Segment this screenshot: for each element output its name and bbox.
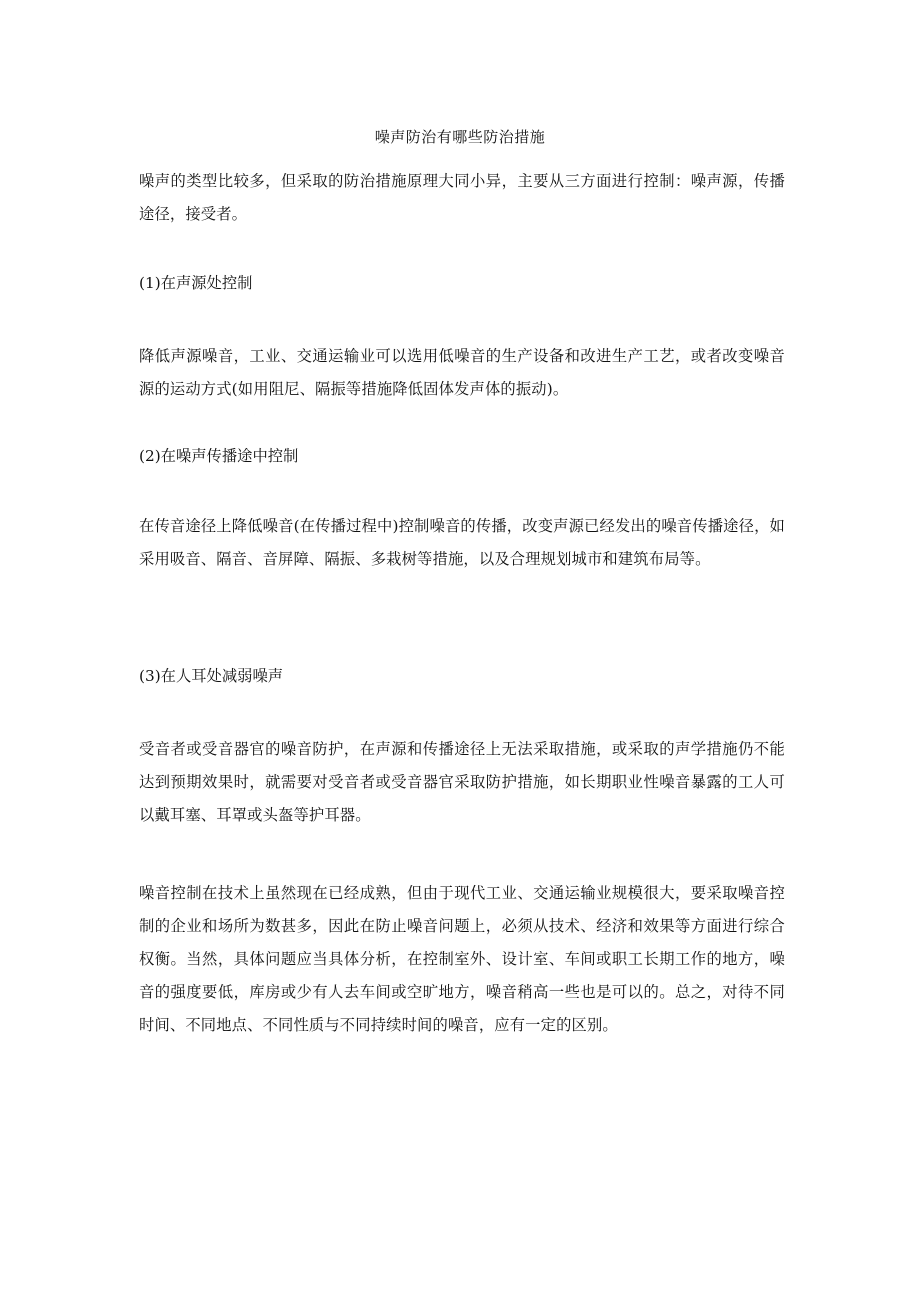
conclusion-paragraph: 噪音控制在技术上虽然现在已经成熟，但由于现代工业、交通运输业规模很大，要采取噪音控制的企业和场所为数甚多，因此在防止噪音问题上，必须从技术、经济和效果等方面进行综合权衡。当然，具体问题应当具体分析，在控制室外、设计室、车间或职工长期工作的地方，噪音的强度要低，库房或少有人去车间或空旷地方，噪音稍高一些也是可以的。总之，对待不同时间、不同地点、不同性质与不同持续时间的噪音，应有一定的区别。 [139, 884, 785, 1034]
page-title: 噪声防治有哪些防治措施 [374, 128, 546, 146]
section-body-path-control: 在传音途径上降低噪音(在传播过程中)控制噪音的传播，改变声源已经发出的噪音传播途径，如采用吸音、隔音、音屏障、隔振、多栽树等措施，以及合理规划城市和建筑布局等。 [139, 517, 785, 568]
section-heading-source-control: (1)在声源处控制 [139, 274, 253, 292]
section-body-source-control: 降低声源噪音，工业、交通运输业可以选用低噪音的生产设备和改进生产工艺，或者改变噪音源的运动方式(如用阻尼、隔振等措施降低固体发声体的振动)。 [139, 347, 785, 398]
section-body-receiver-control: 受音者或受音器官的噪音防护，在声源和传播途径上无法采取措施，或采取的声学措施仍不能达到预期效果时，就需要对受音者或受音器官采取防护措施，如长期职业性噪音暴露的工人可以戴耳塞、耳罩或头盔等护耳器。 [139, 740, 785, 824]
intro-paragraph: 噪声的类型比较多，但采取的防治措施原理大同小异，主要从三方面进行控制：噪声源，传播途径，接受者。 [139, 172, 785, 223]
section-heading-path-control: (2)在噪声传播途中控制 [139, 447, 299, 465]
section-heading-receiver-control: (3)在人耳处减弱噪声 [139, 667, 284, 685]
